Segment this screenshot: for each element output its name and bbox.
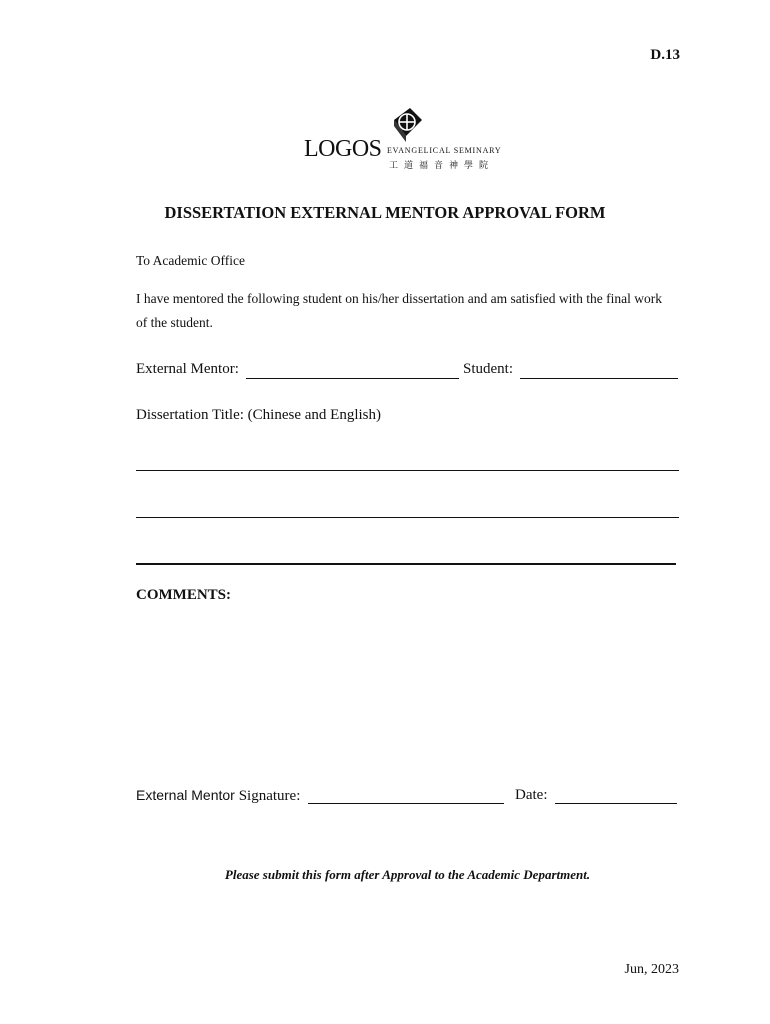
date-label: Date:	[515, 787, 548, 803]
statement-line-2: of the student.	[136, 315, 213, 330]
logo-subtitle: EVANGELICAL SEMINARY	[387, 146, 502, 155]
logo-wordmark: LOGOS	[304, 136, 382, 162]
signature-label-part1: External Mentor	[136, 787, 235, 803]
form-code: D.13	[650, 47, 680, 63]
submission-note: Please submit this form after Approval to the Academic Department.	[224, 867, 591, 882]
seminary-logo	[300, 104, 520, 178]
comments-label: COMMENTS:	[136, 587, 231, 603]
external-mentor-label: External Mentor:	[136, 361, 239, 377]
signature-field[interactable]	[308, 803, 504, 804]
dissertation-title-field-1[interactable]	[136, 470, 679, 471]
signature-label	[136, 787, 300, 805]
dissertation-title-label: Dissertation Title: (Chinese and English)	[136, 407, 381, 423]
student-field[interactable]	[520, 378, 678, 379]
form-title: DISSERTATION EXTERNAL MENTOR APPROVAL FORM	[164, 203, 606, 222]
date-field[interactable]	[555, 803, 677, 804]
dissertation-title-field-3[interactable]	[136, 563, 676, 565]
logo-chinese-name: 工道福音神學院	[389, 161, 495, 171]
dissertation-title-field-2[interactable]	[136, 517, 679, 518]
signature-label-part2: Signature:	[238, 788, 301, 804]
student-label: Student:	[463, 361, 514, 377]
external-mentor-field[interactable]	[246, 378, 459, 379]
statement-line-1: I have mentored the following student on his/her dissertation and am satisfied with the final work	[136, 291, 663, 306]
addressee: To Academic Office	[136, 253, 246, 268]
logo-book-cross-icon	[388, 106, 428, 146]
revision-date: Jun, 2023	[624, 962, 679, 977]
